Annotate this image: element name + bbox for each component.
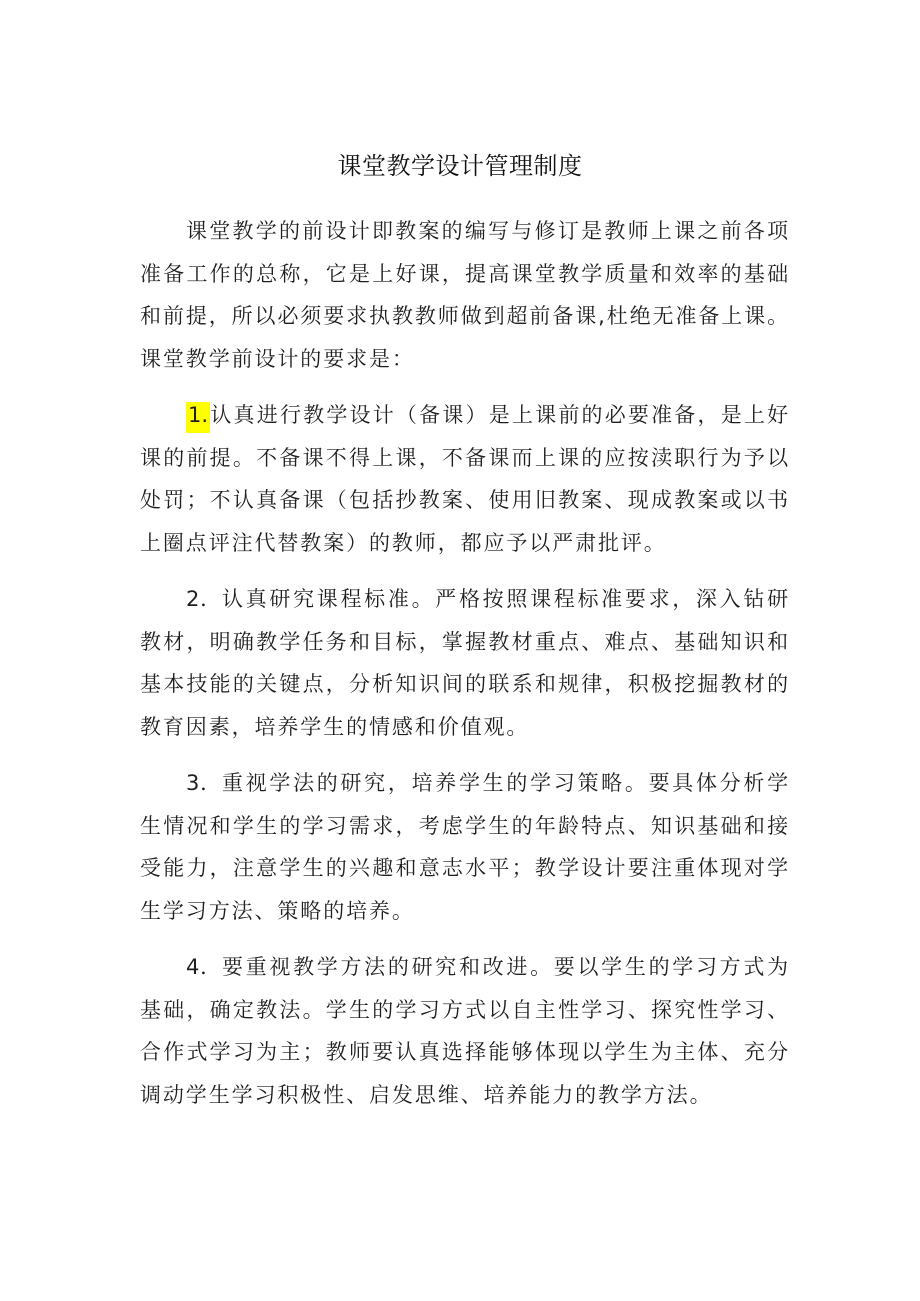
item-number: 3． — [186, 771, 222, 795]
item-number: 4． — [186, 955, 222, 979]
item-text: 要重视教学方法的研究和改进。要以学生的学习方式为基础，确定教法。学生的学习方式以自主性学习、探究性学习、合作式学习为主；教师要认真选择能够体现以学生为主体、充分调动学生学习积极性、启发思维、培养能力的教学方法。 — [140, 955, 790, 1107]
requirement-item-1 — [140, 394, 790, 564]
item-text: 认真研究课程标准。严格按照课程标准要求，深入钻研教材，明确教学任务和目标，掌握教材重点、难点、基础知识和基本技能的关键点，分析知识间的联系和规律，积极挖掘教材的教育因素，培养学生的情感和价值观。 — [140, 587, 790, 739]
intro-paragraph: 课堂教学的前设计即教案的编写与修订是教师上课之前各项准备工作的总称，它是上好课，提高课堂教学质量和效率的基础和前提，所以必须要求执教教师做到超前备课,杜绝无准备上课。课堂教学前设计的要求是： — [140, 219, 790, 371]
item-number: 2． — [186, 587, 222, 611]
document-title: 课堂教学设计管理制度 — [337, 152, 583, 180]
requirement-item-3 — [140, 762, 790, 932]
document-body — [140, 210, 790, 1116]
item-text: 认真进行教学设计（备课）是上课前的必要准备，是上好课的前提。不备课不得上课，不备课而上课的应按渎职行为予以处罚；不认真备课（包括抄教案、使用旧教案、现成教案或以书上圈点评注代替教案）的教师，都应予以严肃批评。 — [140, 403, 790, 555]
item-text: 重视学法的研究，培养学生的学习策略。要具体分析学生情况和学生的学习需求，考虑学生的年龄特点、知识基础和接受能力，注意学生的兴趣和意志水平；教学设计要注重体现对学生学习方法、策略的培养。 — [140, 771, 790, 923]
item-number-highlighted: 1. — [186, 402, 210, 433]
requirement-item-2 — [140, 578, 790, 748]
requirement-item-4 — [140, 946, 790, 1116]
